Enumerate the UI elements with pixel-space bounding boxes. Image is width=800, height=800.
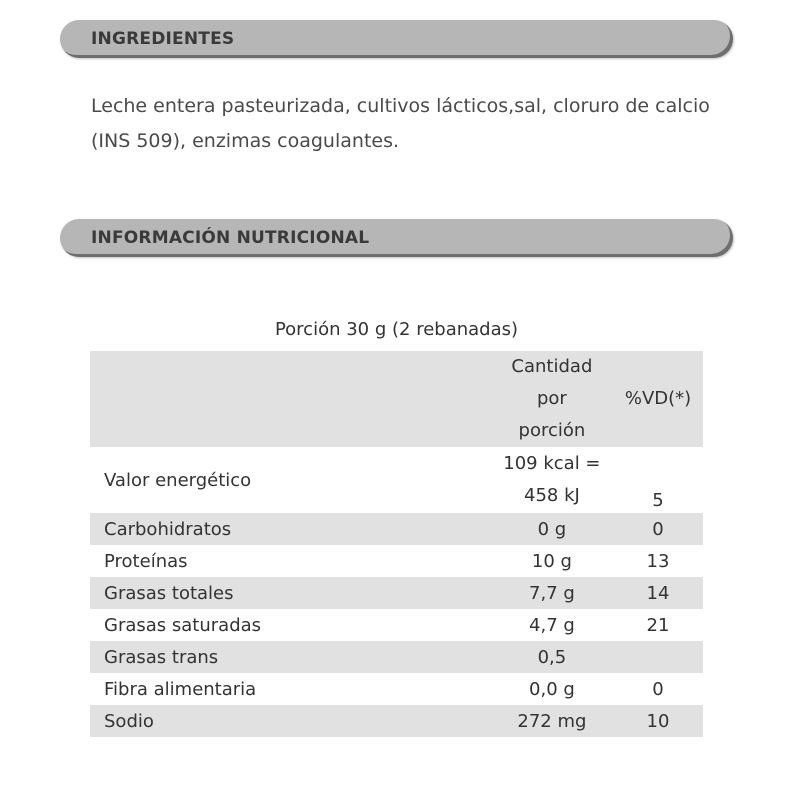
table-row — [90, 609, 703, 641]
row-name: Grasas totales — [90, 577, 491, 609]
table-row — [90, 705, 703, 737]
row-name: Carbohidratos — [90, 513, 491, 545]
row-name: Fibra alimentaria — [104, 678, 257, 700]
table-row — [90, 513, 703, 545]
header-quantity-line: por — [536, 388, 567, 409]
ingredients-text: Leche entera pasteurizada, cultivos lácticos,sal, cloruro de calcio (INS 509), enzimas coagulantes. — [91, 95, 710, 152]
row-vd: 0 — [652, 678, 664, 700]
row-name: Proteínas — [104, 550, 188, 572]
row-name: Valor energético — [104, 469, 252, 491]
row-vd: 14 — [613, 577, 703, 609]
nutricional-header: INFORMACIÓN NUTRICIONAL — [60, 219, 733, 257]
header-vd: %VD(*) — [613, 351, 703, 447]
row-quantity: 0 g — [491, 513, 613, 545]
row-vd: 0 — [613, 513, 703, 545]
header-name — [90, 351, 491, 447]
table-row — [90, 641, 703, 673]
table-row — [90, 673, 703, 705]
row-quantity: 4,7 g — [529, 614, 575, 636]
row-quantity — [491, 447, 613, 513]
row-quantity: 7,7 g — [491, 577, 613, 609]
row-quantity: 0,5 — [491, 641, 613, 673]
ingredientes-header: INGREDIENTES — [60, 20, 733, 58]
table-row-energy — [90, 447, 703, 513]
row-quantity: 272 mg — [491, 705, 613, 737]
header-quantity-line: Cantidad — [511, 356, 593, 377]
row-vd: 21 — [646, 614, 670, 636]
nutrition-table — [90, 351, 703, 737]
table-row — [90, 545, 703, 577]
row-quantity: 0,0 g — [529, 678, 575, 700]
row-vd: 10 — [613, 705, 703, 737]
energy-kj: 458 kJ — [524, 485, 580, 506]
portion-size: Porción 30 g (2 rebanadas) — [274, 319, 519, 340]
row-quantity: 10 g — [531, 550, 572, 572]
table-row — [90, 577, 703, 609]
table-header-row — [90, 351, 703, 447]
header-quantity-line: porción — [518, 420, 586, 441]
row-name: Sodio — [90, 705, 491, 737]
row-name: Grasas saturadas — [104, 614, 262, 636]
header-quantity — [491, 351, 613, 447]
row-vd: 13 — [646, 550, 670, 572]
energy-kcal: 109 kcal = — [503, 453, 601, 474]
row-name: Grasas trans — [90, 641, 491, 673]
row-vd — [613, 641, 703, 673]
row-vd: 5 — [652, 490, 664, 511]
